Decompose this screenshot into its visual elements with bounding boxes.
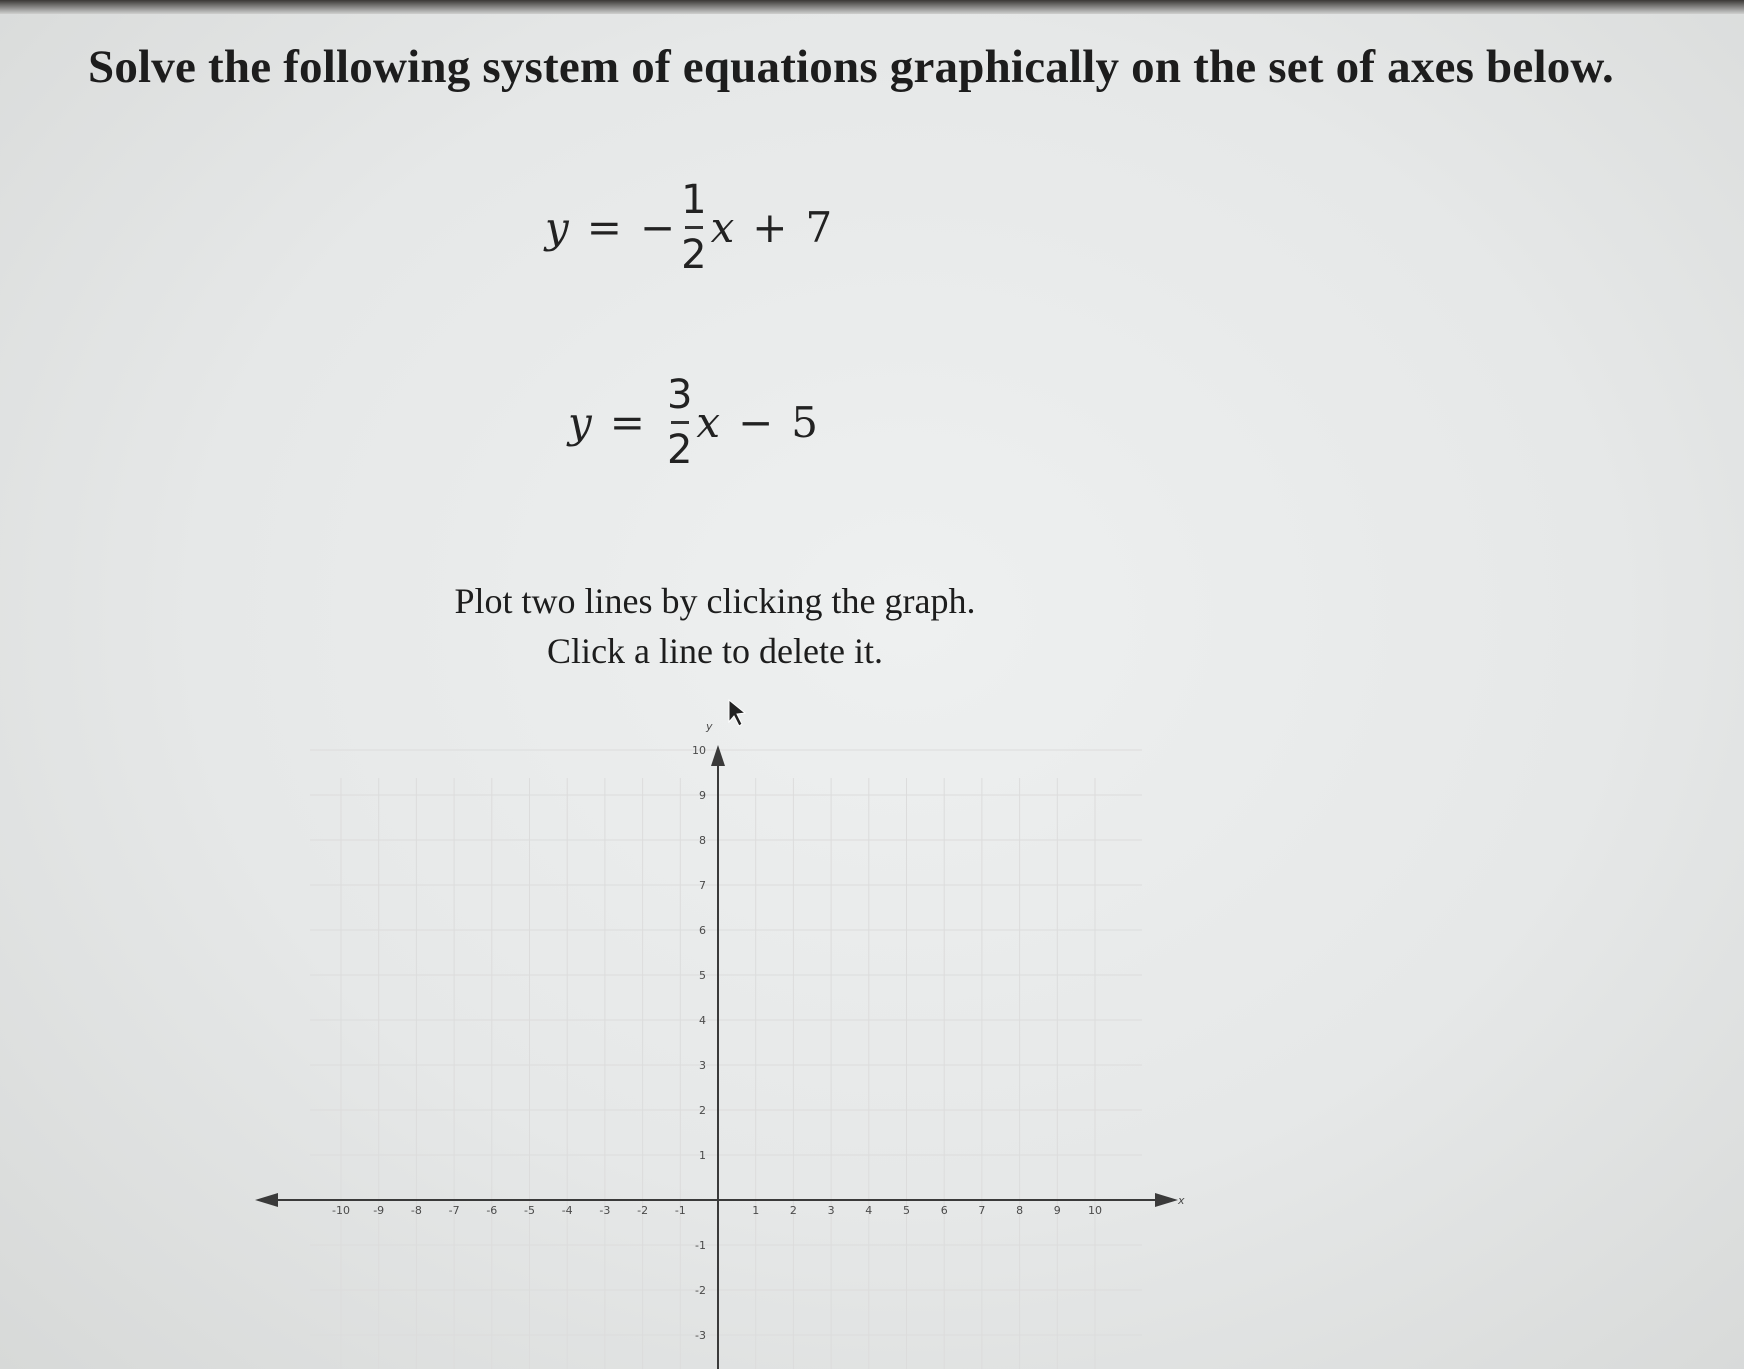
eq2-equals: = xyxy=(609,398,645,447)
graph-grid xyxy=(310,750,1142,1369)
y-tick-label: 1 xyxy=(699,1149,706,1162)
x-tick-label: 10 xyxy=(1088,1204,1102,1217)
eq2-numerator: 3 xyxy=(666,372,693,418)
y-tick-label: -2 xyxy=(695,1284,706,1297)
y-tick-label: 7 xyxy=(699,879,706,892)
x-tick-label: 5 xyxy=(903,1204,910,1217)
x-tick-label: -8 xyxy=(410,1204,422,1217)
x-tick-label: -3 xyxy=(599,1204,611,1217)
delete-instruction: Click a line to delete it. xyxy=(547,631,883,671)
x-tick-label: 8 xyxy=(1016,1204,1024,1217)
x-tick-label: 1 xyxy=(752,1204,760,1217)
y-tick-label: 8 xyxy=(699,834,706,847)
x-tick-label: -7 xyxy=(448,1204,460,1217)
y-tick-label: -3 xyxy=(695,1329,706,1342)
y-tick-label: 9 xyxy=(699,789,706,802)
eq1-operator: + xyxy=(752,203,788,252)
y-tick-label: 4 xyxy=(699,1014,706,1027)
x-tick-label: -9 xyxy=(373,1204,385,1217)
x-axis-right-arrow-icon xyxy=(1155,1193,1178,1207)
eq1-lhs: y xyxy=(545,203,569,252)
graph-axes xyxy=(255,745,1178,1369)
y-tick-label: 10 xyxy=(692,744,706,757)
x-tick-label: -5 xyxy=(524,1204,535,1217)
plot-instruction: Plot two lines by clicking the graph. xyxy=(454,581,976,621)
question-text: Solve the following system of equations graphically on the set of axes below. xyxy=(88,41,1614,93)
y-tick-label: 5 xyxy=(699,969,706,982)
x-tick-label: 7 xyxy=(978,1204,986,1217)
eq1-constant: 7 xyxy=(805,203,833,252)
y-tick-label: 3 xyxy=(699,1059,706,1072)
x-tick-label: -4 xyxy=(561,1204,573,1217)
x-tick-label: -10 xyxy=(332,1204,350,1217)
y-tick-label: 2 xyxy=(699,1104,706,1117)
x-tick-label: 9 xyxy=(1053,1204,1061,1217)
x-tick-label: 2 xyxy=(789,1204,797,1217)
x-tick-label: -2 xyxy=(637,1204,649,1217)
y-tick-label: -1 xyxy=(695,1239,706,1252)
x-tick-label: 3 xyxy=(827,1204,835,1217)
eq1-sign: − xyxy=(639,203,676,252)
eq1-variable: x xyxy=(710,203,735,252)
x-tick-label: 6 xyxy=(940,1204,948,1217)
mouse-pointer-icon xyxy=(729,700,745,726)
eq1-numerator: 1 xyxy=(681,177,707,223)
y-tick-label: 6 xyxy=(699,924,706,937)
x-axis-label: x xyxy=(1178,1194,1185,1207)
x-tick-label: -6 xyxy=(486,1204,498,1217)
eq2-denominator: 2 xyxy=(666,427,693,473)
eq2-operator: − xyxy=(738,398,774,447)
eq2-lhs: y xyxy=(568,398,592,447)
y-axis-label: y xyxy=(706,720,713,733)
eq1-equals: = xyxy=(586,203,622,252)
eq2-variable: x xyxy=(696,398,721,447)
eq2-constant: 5 xyxy=(791,398,819,447)
eq1-denominator: 2 xyxy=(681,232,707,278)
y-axis-up-arrow-icon xyxy=(711,745,725,766)
x-axis-left-arrow-icon xyxy=(255,1193,278,1207)
x-tick-label: -1 xyxy=(674,1204,686,1217)
x-tick-label: 4 xyxy=(865,1204,873,1217)
